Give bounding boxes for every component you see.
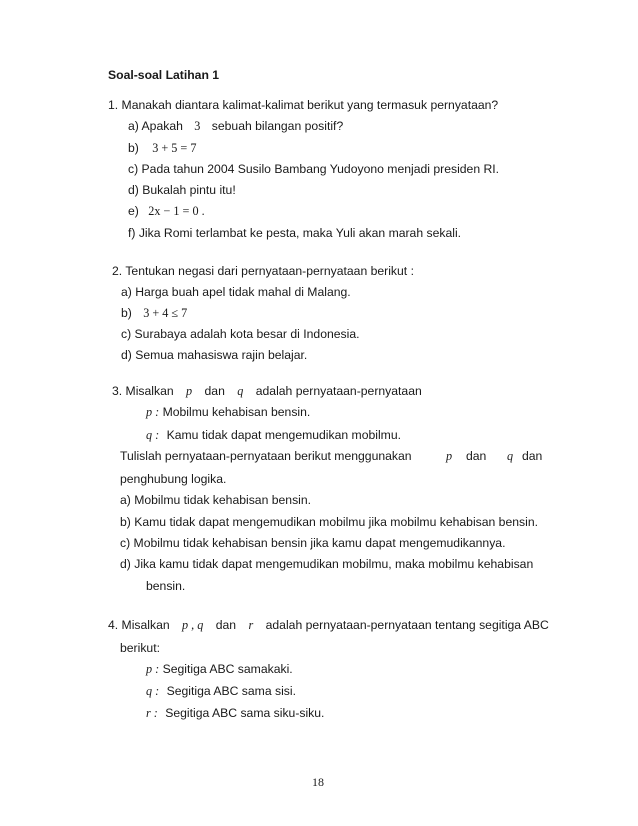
- q1-a-rest: sebuah bilangan positif?: [211, 119, 344, 133]
- q4-def-p-text: Segitiga ABC samakaki.: [162, 662, 293, 676]
- q1-b-math: 3 + 5 = 7: [152, 141, 197, 155]
- q3-var-p: p: [186, 384, 193, 398]
- q1-a-math: 3: [194, 119, 201, 133]
- q4-def-q: [146, 683, 296, 699]
- q4-var-r: r: [248, 618, 254, 632]
- q3-task-dan-2: dan: [522, 449, 543, 463]
- q1-prompt: 1. Manakah diantara kalimat-kalimat berikut yang termasuk pernyataan?: [108, 98, 499, 112]
- q2-option-a: a) Harga buah apel tidak mahal di Malang.: [121, 285, 351, 299]
- q2-prompt: 2. Tentukan negasi dari pernyataan-pernyataan berikut :: [112, 264, 414, 278]
- q3-def-q: [146, 427, 401, 443]
- q1-option-d: d) Bukalah pintu itu!: [128, 183, 236, 197]
- q3-var-q: q: [237, 384, 244, 398]
- q2-option-b: [121, 305, 187, 321]
- q3-option-b: b) Kamu tidak dapat mengemudikan mobilmu jika mobilmu kehabisan bensin.: [120, 515, 538, 529]
- q4-vars: p , q: [182, 618, 204, 632]
- q2-option-d: d) Semua mahasiswa rajin belajar.: [121, 348, 308, 362]
- q2-option-c: c) Surabaya adalah kota besar di Indonesia.: [121, 327, 360, 341]
- q1-b-label: b): [128, 141, 139, 155]
- q3-option-d: d) Jika kamu tidak dapat mengemudikan mobilmu, maka mobilmu kehabisan: [120, 557, 534, 571]
- q2-b-math: 3 + 4 ≤ 7: [143, 306, 188, 320]
- q1-option-e: [128, 203, 205, 219]
- q4-def-q-text: Segitiga ABC sama sisi.: [166, 684, 296, 698]
- q4-intro-b: adalah pernyataan-pernyataan tentang segitiga ABC: [265, 618, 549, 632]
- q3-prompt: [112, 383, 422, 399]
- q1-option-a: [128, 118, 343, 134]
- q3-task-var-p: p: [446, 449, 453, 463]
- q3-option-c: c) Mobilmu tidak kehabisan bensin jika kamu dapat mengemudikannya.: [120, 536, 506, 550]
- q3-dan: dan: [204, 384, 225, 398]
- q3-intro-a: 3. Misalkan: [112, 384, 174, 398]
- q2-b-label: b): [121, 306, 132, 320]
- q4-def-r-text: Segitiga ABC sama siku-siku.: [165, 706, 325, 720]
- q3-def-q-var: q :: [146, 428, 160, 442]
- q1-e-math: 2x − 1 = 0 .: [148, 204, 205, 218]
- q1-e-label: e): [128, 204, 139, 218]
- q4-def-r: [146, 705, 324, 721]
- q3-def-p: [146, 404, 310, 420]
- q3-task-var-q: q: [507, 449, 514, 463]
- q3-option-a: a) Mobilmu tidak kehabisan bensin.: [120, 493, 312, 507]
- q3-def-p-var: p :: [146, 405, 160, 419]
- q3-intro-b: adalah pernyataan-pernyataan: [255, 384, 422, 398]
- q3-task-dan-1: dan: [466, 449, 487, 463]
- q1-option-b: [128, 140, 196, 156]
- q3-task-line1: Tulislah pernyataan-pernyataan berikut menggunakan: [120, 449, 412, 463]
- page-number: 18: [312, 775, 324, 789]
- q3-option-d-cont: bensin.: [146, 579, 186, 593]
- q1-option-c: c) Pada tahun 2004 Susilo Bambang Yudoyono menjadi presiden RI.: [128, 162, 500, 176]
- q4-dan: dan: [215, 618, 237, 632]
- q4-def-p: [146, 661, 293, 677]
- q3-def-q-text: Kamu tidak dapat mengemudikan mobilmu.: [166, 428, 401, 442]
- section-title: Soal-soal Latihan 1: [108, 68, 220, 82]
- q4-intro-a: 4. Misalkan: [108, 618, 170, 632]
- q4-def-r-var: r :: [146, 706, 158, 720]
- q4-prompt: [108, 617, 549, 633]
- q4-def-q-var: q :: [146, 684, 160, 698]
- q1-a-label: a) Apakah: [128, 119, 183, 133]
- q4-intro-line2: berikut:: [120, 641, 160, 655]
- q3-task-line2: penghubung logika.: [120, 472, 227, 486]
- q4-def-p-var: p :: [146, 662, 160, 676]
- q1-option-f: f) Jika Romi terlambat ke pesta, maka Yuli akan marah sekali.: [128, 226, 462, 240]
- q3-def-p-text: Mobilmu kehabisan bensin.: [162, 405, 311, 419]
